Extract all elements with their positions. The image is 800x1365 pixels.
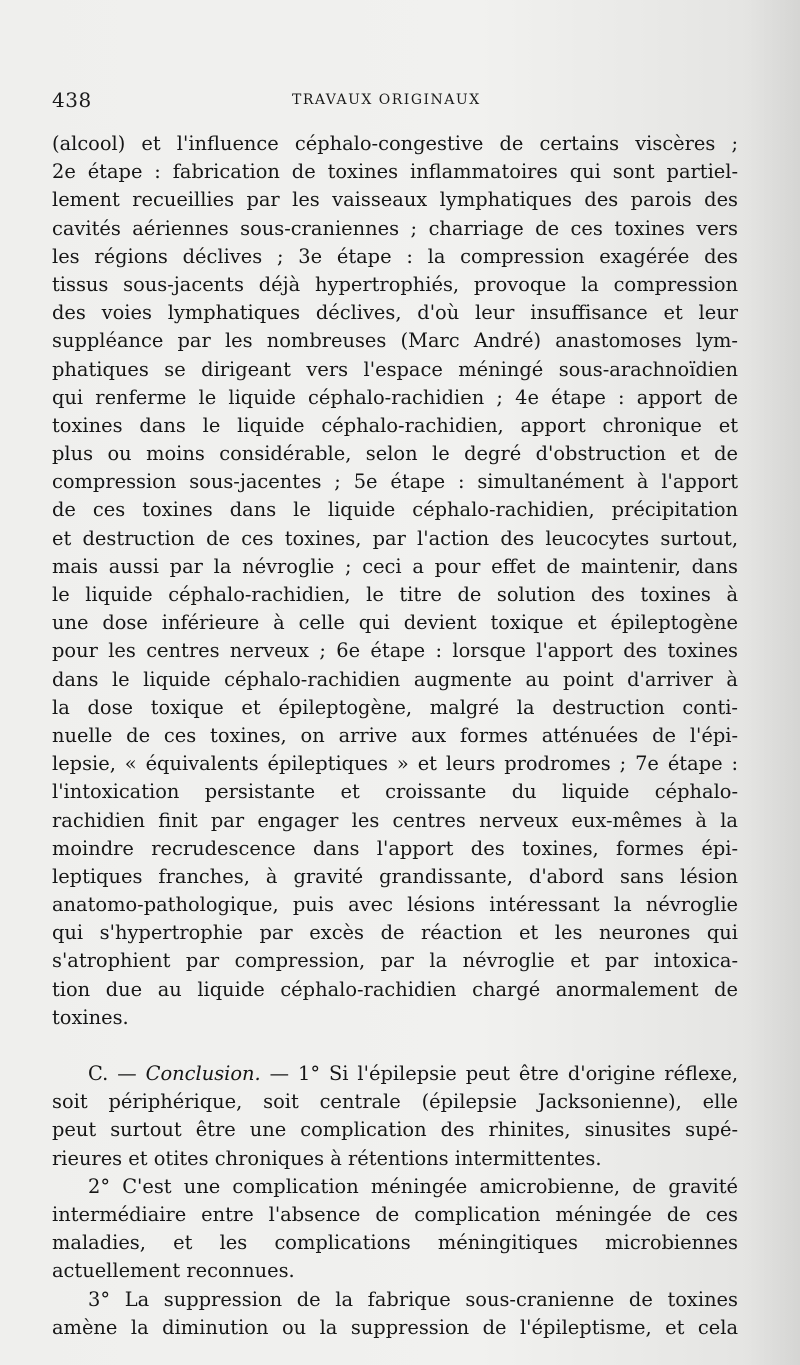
text-line: qui renferme le liquide céphalo-rachidien ; 4e étape : apport de bbox=[52, 385, 738, 409]
text-line: nuelle de ces toxines, on arrive aux formes atténuées de l'épi- bbox=[52, 723, 738, 747]
text-line: 2° C'est une complication méningée amicrobienne, de gravité bbox=[88, 1174, 738, 1198]
text-line: 3° La suppression de la fabrique sous-cranienne de toxines bbox=[88, 1287, 738, 1311]
conclusion-prefix: C. — bbox=[88, 1062, 146, 1085]
text-line: (alcool) et l'influence céphalo-congestive de certains viscères ; bbox=[52, 132, 738, 155]
text-line: amène la diminution ou la suppression de l'épileptisme, et cela bbox=[52, 1315, 738, 1339]
paragraph-point-2 bbox=[52, 1173, 738, 1286]
text-line: la dose toxique et épileptogène, malgré la destruction conti- bbox=[52, 695, 738, 719]
text-line: de ces toxines dans le liquide céphalo-rachidien, précipitation bbox=[52, 498, 738, 522]
conclusion-paragraph bbox=[52, 1060, 738, 1173]
page-number: 438 bbox=[52, 88, 92, 112]
text-line: toxines. bbox=[52, 1005, 129, 1029]
text-line: une dose inférieure à celle qui devient toxique et épileptogène bbox=[52, 611, 738, 635]
text-line: intermédiaire entre l'absence de complication méningée de ces bbox=[52, 1202, 738, 1226]
text-line: cavités aériennes sous-craniennes ; charriage de ces toxines vers bbox=[52, 216, 738, 240]
text-line: lement recueillies par les vaisseaux lymphatiques des parois des bbox=[52, 188, 738, 212]
text-line: anatomo-pathologique, puis avec lésions intéressant la névroglie bbox=[52, 893, 738, 917]
text-line: des voies lymphatiques déclives, d'où leur insuffisance et leur bbox=[52, 301, 738, 325]
text-line: et destruction de ces toxines, par l'action des leucocytes surtout, bbox=[52, 526, 738, 550]
text-line: l'intoxication persistante et croissante du liquide céphalo- bbox=[52, 780, 738, 804]
page-edge-shadow bbox=[745, 0, 800, 1365]
text-line: rieures et otites chroniques à rétentions intermittentes. bbox=[52, 1146, 602, 1170]
text-line: toxines dans le liquide céphalo-rachidien, apport chronique et bbox=[52, 413, 738, 437]
conclusion-label: Conclusion. bbox=[145, 1062, 261, 1085]
running-head: TRAVAUX ORIGINAUX bbox=[292, 92, 481, 108]
text-line: plus ou moins considérable, selon le degré d'obstruction et de bbox=[52, 442, 738, 466]
paragraph-point-3 bbox=[52, 1286, 738, 1342]
text-line: actuellement reconnues. bbox=[52, 1259, 295, 1283]
text-line: suppléance par les nombreuses (Marc André) anastomoses lym- bbox=[52, 329, 738, 353]
text-line: maladies, et les complications méningitiques microbiennes bbox=[52, 1231, 738, 1255]
text-line: tion due au liquide céphalo-rachidien chargé anormalement de bbox=[52, 977, 738, 1001]
page-header bbox=[52, 88, 742, 118]
text-line: phatiques se dirigeant vers l'espace méningé sous-arachnoïdien bbox=[52, 357, 738, 381]
text-line: compression sous-jacentes ; 5e étape : simultanément à l'apport bbox=[52, 470, 738, 494]
conclusion-first-line: — 1° Si l'épilepsie peut être d'origine réflexe, bbox=[260, 1062, 739, 1085]
text-line: moindre recrudescence dans l'apport des toxines, formes épi- bbox=[52, 836, 738, 860]
text-line: tissus sous-jacents déjà hypertrophiés, provoque la compression bbox=[52, 272, 738, 296]
text-line: dans le liquide céphalo-rachidien augmente au point d'arriver à bbox=[52, 667, 738, 691]
text-line: mais aussi par la névroglie ; ceci a pour effet de maintenir, dans bbox=[52, 554, 738, 578]
text-line: les régions déclives ; 3e étape : la compression exagérée des bbox=[52, 244, 738, 268]
text-line: soit périphérique, soit centrale (épilepsie Jacksonienne), elle bbox=[52, 1090, 738, 1114]
paragraph-continued bbox=[52, 130, 738, 1032]
text-line: peut surtout être une complication des rhinites, sinusites supé- bbox=[52, 1118, 738, 1142]
text-line: leptiques franches, à gravité grandissante, d'abord sans lésion bbox=[52, 864, 738, 888]
text-line: le liquide céphalo-rachidien, le titre de solution des toxines à bbox=[52, 583, 738, 606]
text-line: s'atrophient par compression, par la névroglie et par intoxica- bbox=[52, 949, 738, 973]
text-line bbox=[52, 1060, 738, 1088]
section-gap bbox=[52, 1032, 738, 1060]
body-text bbox=[52, 130, 738, 1342]
text-line: pour les centres nerveux ; 6e étape : lorsque l'apport des toxines bbox=[52, 639, 738, 663]
conclusion-lines bbox=[52, 1088, 738, 1173]
text-line: 2e étape : fabrication de toxines inflammatoires qui sont partiel- bbox=[52, 160, 738, 184]
text-line: qui s'hypertrophie par excès de réaction et les neurones qui bbox=[52, 921, 738, 945]
text-line: lepsie, « équivalents épileptiques » et leurs prodromes ; 7e étape : bbox=[52, 752, 738, 776]
text-line: rachidien finit par engager les centres nerveux eux-mêmes à la bbox=[52, 808, 738, 832]
